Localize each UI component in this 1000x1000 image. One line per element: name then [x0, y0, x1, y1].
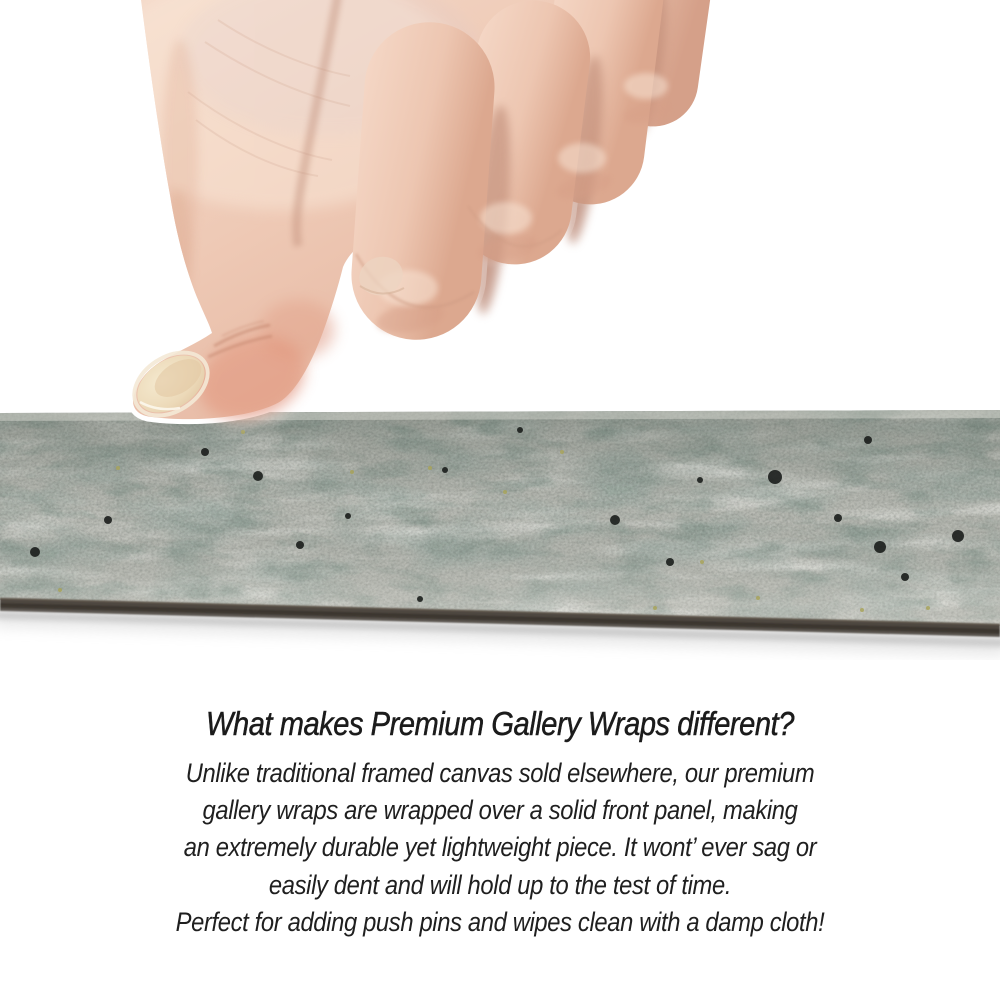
- hand-graphic: [90, 0, 721, 434]
- body-line-4: easily dent and will hold up to the test of time.: [268, 869, 732, 900]
- body-line-5: Perfect for adding push pins and wipes clean with a damp cloth!: [175, 906, 825, 937]
- marketing-copy: [60, 701, 940, 941]
- canvas-strip-graphic: [0, 400, 1000, 656]
- body-line-2: gallery wraps are wrapped over a solid front panel, making: [202, 795, 798, 826]
- body-line-1: Unlike traditional framed canvas sold elsewhere, our premium: [185, 758, 815, 788]
- headline: What makes Premium Gallery Wraps different?: [206, 705, 794, 742]
- body-line-3: an extremely durable yet lightweight piece. It wont’ ever sag or: [183, 832, 817, 863]
